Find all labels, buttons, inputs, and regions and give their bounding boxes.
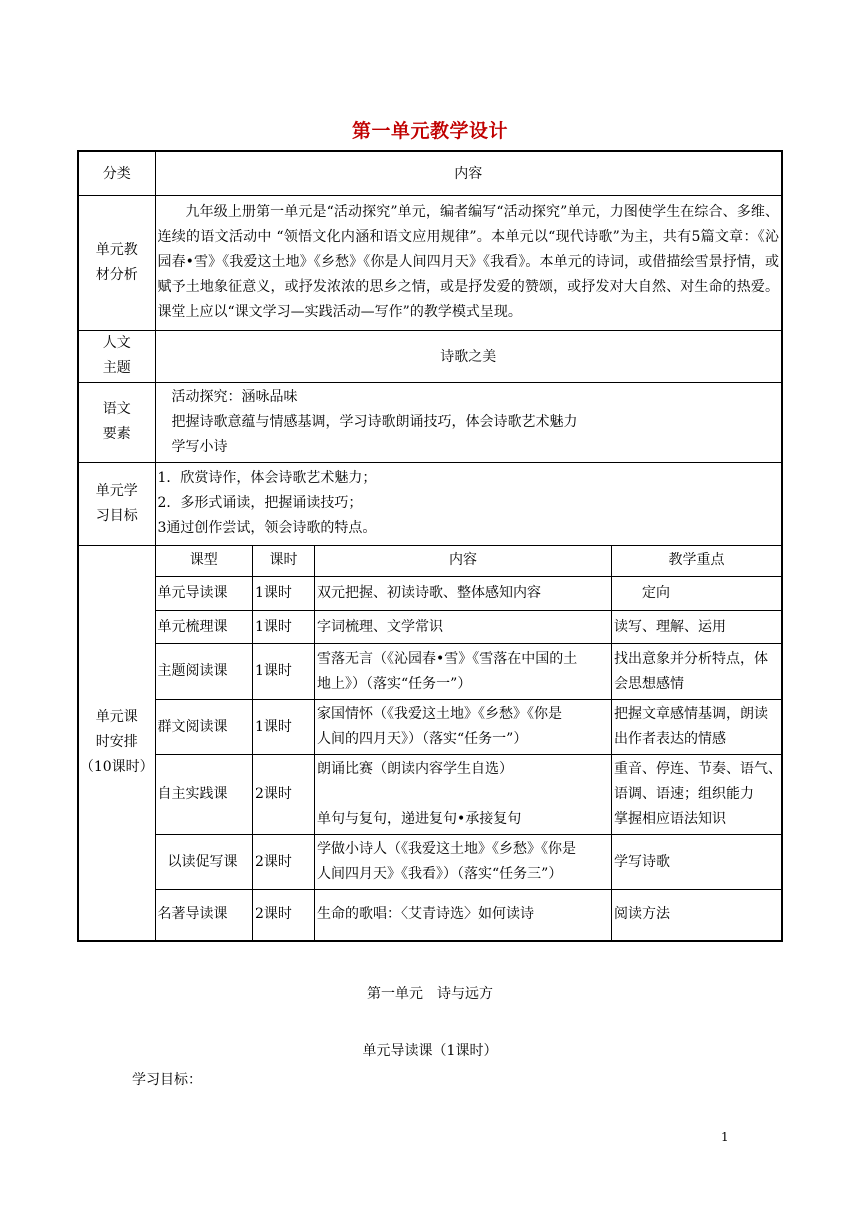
elements-content xyxy=(155,382,782,462)
goal-line: 1．欣赏诗作，体会诗歌艺术魅力； xyxy=(157,470,377,486)
table-row xyxy=(156,890,782,940)
lesson-type: 名著导读课 xyxy=(156,890,253,940)
lesson-content: 生命的歌唱：〈艾青诗选〉如何读诗 xyxy=(315,890,612,940)
schedule-table xyxy=(156,546,782,940)
lesson-content: 家国情怀（《我爱这土地》《乡愁》《你是 人间的四月天》）（落实“任务一”） xyxy=(315,700,612,755)
element-line: 把握诗歌意蕴与情感基调，学习诗歌朗诵技巧，体会诗歌艺术魅力 xyxy=(171,413,578,430)
unit-design-table xyxy=(77,150,783,942)
lesson-content: 双元把握、初读诗歌、整体感知内容 xyxy=(315,577,612,611)
page-number: 1 xyxy=(721,1130,729,1144)
goals-content xyxy=(155,462,782,545)
elements-label: 语文 要素 xyxy=(78,382,155,462)
schedule-header-focus: 教学重点 xyxy=(612,546,782,577)
lesson-content: 雪落无言（《沁园春•雪》《雪落在中国的土 地上》）（落实“任务一”） xyxy=(315,644,612,700)
schedule-header-row xyxy=(156,546,782,577)
lesson-hours: 2课时 xyxy=(253,755,315,835)
lesson-focus: 重音、停连、节奏、语气、 语调、语速；组织能力 掌握相应语法知识 xyxy=(612,755,782,835)
goal-line: 2．多形式诵读，把握诵读技巧； xyxy=(157,495,363,511)
lesson-hours: 1课时 xyxy=(253,577,315,611)
schedule-label: 单元课 时安排 （10课时） xyxy=(78,545,155,941)
lesson-focus: 学写诗歌 xyxy=(612,835,782,890)
lesson-type: 主题阅读课 xyxy=(156,644,253,700)
lesson-focus: 找出意象并分析特点，体 会思想感情 xyxy=(612,644,782,700)
schedule-row xyxy=(78,545,782,941)
goals-row xyxy=(78,462,782,545)
lesson-title: 单元导读课（1课时） xyxy=(362,1043,498,1059)
lesson-type: 单元梳理课 xyxy=(156,611,253,644)
lesson-focus: 读写、理解、运用 xyxy=(612,611,782,644)
schedule-header-content: 内容 xyxy=(315,546,612,577)
element-line: 学写小诗 xyxy=(171,438,228,455)
document-title: 第一单元教学设计 xyxy=(351,120,508,142)
table-row xyxy=(156,700,782,755)
lesson-hours: 2课时 xyxy=(253,835,315,890)
table-row xyxy=(156,577,782,611)
table-row xyxy=(156,835,782,890)
lesson-focus: 阅读方法 xyxy=(612,890,782,940)
schedule-cell xyxy=(155,545,782,941)
table-row xyxy=(156,611,782,644)
lesson-content: 字词梳理、文学常识 xyxy=(315,611,612,644)
analysis-text: 九年级上册第一单元是“活动探究”单元，编者编写“活动探究”单元，力图使学生在综合、多维、连续的语文活动中 “领悟文化内涵和语文应用规律”。本单元以“现代诗歌”为主，共有5篇文章：《沁园春•雪》《我爱这土地》《乡愁》《你是人间四月天》《我看》。本单元的诗词，或借描绘雪景抒情，或赋予土地象征意义，或抒发浓浓的思乡之情，或是抒发爱的赞颂，或抒发对大自然、对生命的热爱。课堂上应以“课文学习—实践活动—写作”的教学模式呈现。 xyxy=(155,195,782,330)
lesson-hours: 1课时 xyxy=(253,700,315,755)
table-row xyxy=(156,755,782,835)
analysis-label: 单元教 材分析 xyxy=(78,195,155,330)
elements-row xyxy=(78,382,782,462)
lesson-hours: 1课时 xyxy=(253,611,315,644)
lesson-hours: 1课时 xyxy=(253,644,315,700)
goals-label: 单元学 习目标 xyxy=(78,462,155,545)
lesson-focus: 把握文章感情基调，朗读 出作者表达的情感 xyxy=(612,700,782,755)
lesson-type: 以读促写课 xyxy=(156,835,253,890)
schedule-header-hours: 课时 xyxy=(253,546,315,577)
schedule-header-type: 课型 xyxy=(189,552,218,569)
goal-line: 3通过创作尝试，领会诗歌的特点。 xyxy=(157,520,377,536)
header-row xyxy=(78,151,782,195)
analysis-row xyxy=(78,195,782,330)
theme-label: 人文 主题 xyxy=(78,330,155,382)
lesson-focus: 定向 xyxy=(612,577,782,611)
lesson-hours: 2课时 xyxy=(253,890,315,940)
element-line: 活动探究：涵咏品味 xyxy=(171,388,298,405)
header-category: 分类 xyxy=(78,151,155,195)
theme-text: 诗歌之美 xyxy=(155,330,782,382)
table-row xyxy=(156,644,782,700)
lesson-content: 学做小诗人（《我爱这土地》《乡愁》《你是 人间四月天》《我看》）（落实“任务三”） xyxy=(315,835,612,890)
learning-goals-label: 学习目标： xyxy=(132,1072,202,1088)
lesson-content: 朗诵比赛（朗读内容学生自选） 单句与复句，递进复句•承接复句 xyxy=(315,755,612,835)
theme-row xyxy=(78,330,782,382)
lesson-type: 群文阅读课 xyxy=(156,700,253,755)
lesson-type: 单元导读课 xyxy=(156,577,253,611)
section-title: 第一单元 诗与远方 xyxy=(367,986,493,1002)
lesson-type: 自主实践课 xyxy=(156,755,253,835)
header-content: 内容 xyxy=(155,151,782,195)
